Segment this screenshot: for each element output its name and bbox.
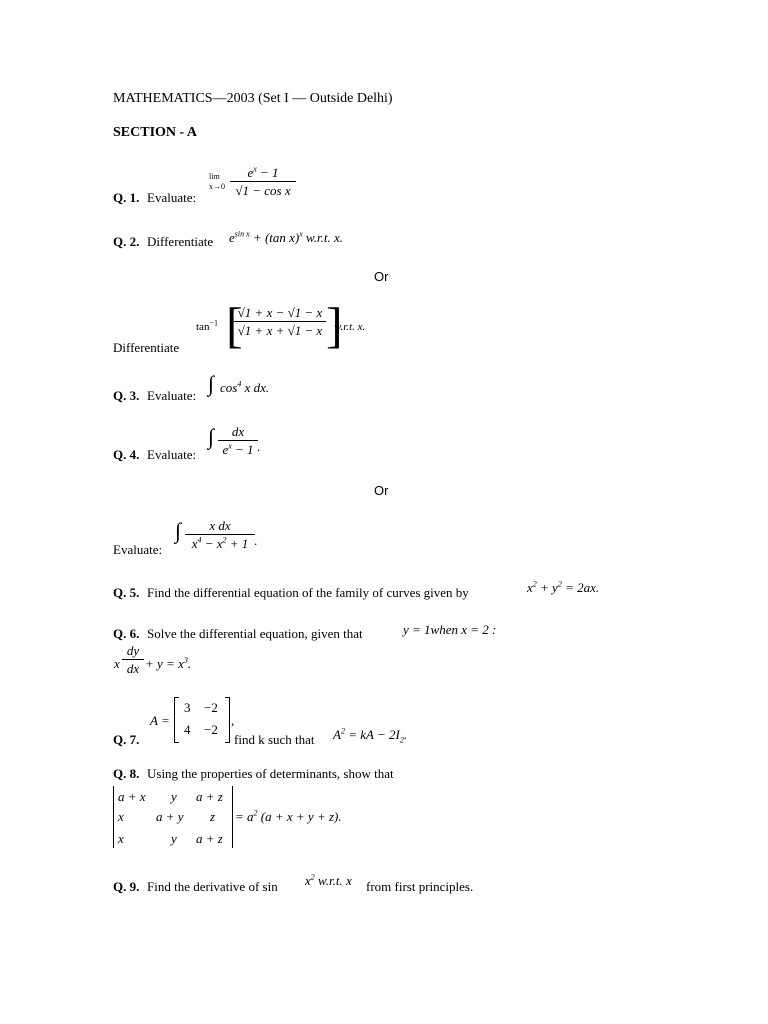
limit-symbol: lim (209, 172, 220, 181)
fraction-numerator: x dx (209, 518, 231, 533)
expr-part: w.r.t. x (314, 873, 352, 888)
exponent: 2 (532, 579, 537, 589)
determinant-cell: y (171, 831, 177, 846)
denominator-base: e (222, 442, 229, 457)
fraction-numerator: dx (231, 424, 245, 439)
integral-sign: ∫ (208, 424, 215, 449)
question-label: Q. 5. (113, 585, 140, 600)
question-label: Q. 9. (113, 879, 140, 894)
determinant-cell: a + x (118, 789, 146, 804)
period: . (254, 533, 258, 548)
determinant-cell: x (118, 809, 124, 824)
variable-x: x (114, 656, 120, 671)
question-text: Evaluate: (113, 542, 163, 557)
or-separator: Or (374, 269, 389, 284)
wrt-text: w.r.t. x. (334, 321, 366, 333)
equation-rest (145, 657, 191, 670)
fraction-denominator: √1 − cos x (235, 183, 291, 198)
comma: , (231, 713, 235, 728)
question-text: Find the differential equation of the family of curves given by (147, 585, 469, 600)
determinant-cell: a + z (196, 789, 223, 804)
expr-part: = kA − 2I (344, 727, 400, 742)
determinant-rhs (235, 810, 342, 823)
equation (333, 726, 408, 745)
question-label: Q. 4. (113, 447, 140, 462)
question-text: Evaluate: (147, 388, 197, 403)
question-label: Q. 6. (113, 626, 140, 641)
expr-part: = 2ax. (561, 580, 600, 595)
integral-sign: ∫ (175, 518, 182, 543)
exponent: 3 (183, 655, 188, 665)
question-label: Q. 7. (113, 732, 140, 747)
expr-base: e (229, 230, 235, 245)
fraction-denominator: √1 + x + √1 − x (237, 323, 323, 338)
cos-label: cos (220, 380, 238, 395)
exponent: x (253, 164, 257, 174)
question-label: Q. 1. (113, 190, 140, 205)
matrix-cell: −2 (204, 700, 218, 715)
limit-subscript: x→0 (209, 182, 225, 191)
expr-part: + y (536, 580, 558, 595)
question-text: Find the derivative of sin (147, 879, 278, 894)
inverse-tan-fraction (234, 306, 326, 337)
fraction-numerator: dy (126, 643, 140, 658)
question-text-end: from first principles. (366, 879, 474, 894)
exponent: sin x (234, 229, 250, 239)
or-separator: Or (374, 483, 389, 498)
expr-part: . (187, 656, 192, 671)
math-expression (229, 231, 343, 244)
expr-part: + y = x (145, 656, 184, 671)
exponent: 2 (557, 579, 562, 589)
math-expression (305, 874, 352, 887)
expr-middle: + (tan x) (249, 230, 300, 245)
question-label: Q. 3. (113, 388, 140, 403)
question-text: Solve the differential equation, given that (147, 626, 363, 641)
integrand-fraction (185, 518, 258, 551)
exponent: −1 (209, 318, 218, 328)
determinant-cell: z (210, 809, 216, 824)
exponent: 4 (197, 535, 202, 545)
fraction-numerator: √1 + x − √1 − x (237, 305, 323, 320)
expr-part: A (333, 727, 341, 742)
matrix (174, 697, 230, 741)
question-label: Q. 8. (113, 766, 140, 781)
question-text: Evaluate: (147, 190, 197, 205)
expr-wrt: w.r.t. x. (302, 230, 344, 245)
determinant-cell: a + z (196, 831, 223, 846)
denominator-rest: − 1 (231, 442, 254, 457)
matrix-cell: 3 (184, 700, 191, 715)
fraction-numerator-rest: − 1 (256, 165, 279, 180)
denominator-part: x (191, 536, 198, 551)
expr-part: . (403, 727, 408, 742)
question-text: Differentiate (147, 234, 214, 249)
matrix-lhs: A = (150, 713, 170, 728)
denominator-part: + 1 (226, 536, 249, 551)
determinant-cell: a + y (156, 809, 184, 824)
tan-function (196, 318, 218, 333)
exponent: 2 (222, 535, 227, 545)
integrand-rest: x dx. (241, 380, 270, 395)
exponent: x (299, 229, 303, 239)
page-title: MATHEMATICS—2003 (Set I — Outside Delhi) (113, 91, 393, 106)
question-text: Using the properties of determinants, show that (147, 766, 394, 781)
exponent: 2 (340, 726, 345, 736)
exponent: 2 (310, 872, 315, 882)
question-text: find k such that (234, 732, 315, 747)
integrand (220, 381, 269, 394)
expr-part: (a + x + y + z). (257, 809, 342, 824)
exponent: 4 (237, 379, 242, 389)
expr-part: x (527, 580, 533, 595)
question-text: Evaluate: (147, 447, 197, 462)
matrix-cell: −2 (204, 722, 218, 737)
right-bracket: ] (326, 297, 343, 353)
integral-sign: ∫ (208, 371, 215, 396)
expr-part: x (305, 873, 311, 888)
determinant (113, 786, 233, 848)
expr-part: = a (235, 809, 254, 824)
section-heading: SECTION - A (113, 125, 198, 140)
denominator-part: − x (201, 536, 223, 551)
period: . (257, 439, 261, 454)
left-bracket: [ (226, 297, 243, 353)
integrand-fraction (218, 424, 261, 457)
exponent: x (228, 441, 232, 451)
exponent: 2 (253, 808, 258, 818)
subscript: 2 (399, 735, 404, 745)
fraction-numerator-base: e (247, 165, 254, 180)
limit-fraction (230, 166, 296, 197)
condition-expression: y = 1when x = 2 : (403, 622, 497, 637)
determinant-cell: y (171, 789, 177, 804)
fraction-denominator: dx (126, 661, 140, 676)
math-expression (527, 581, 599, 594)
question-text: Differentiate (113, 340, 180, 355)
derivative-fraction (122, 644, 144, 675)
determinant-cell: x (118, 831, 124, 846)
question-label: Q. 2. (113, 234, 140, 249)
tan-label: tan (196, 321, 210, 333)
matrix-cell: 4 (184, 722, 191, 737)
